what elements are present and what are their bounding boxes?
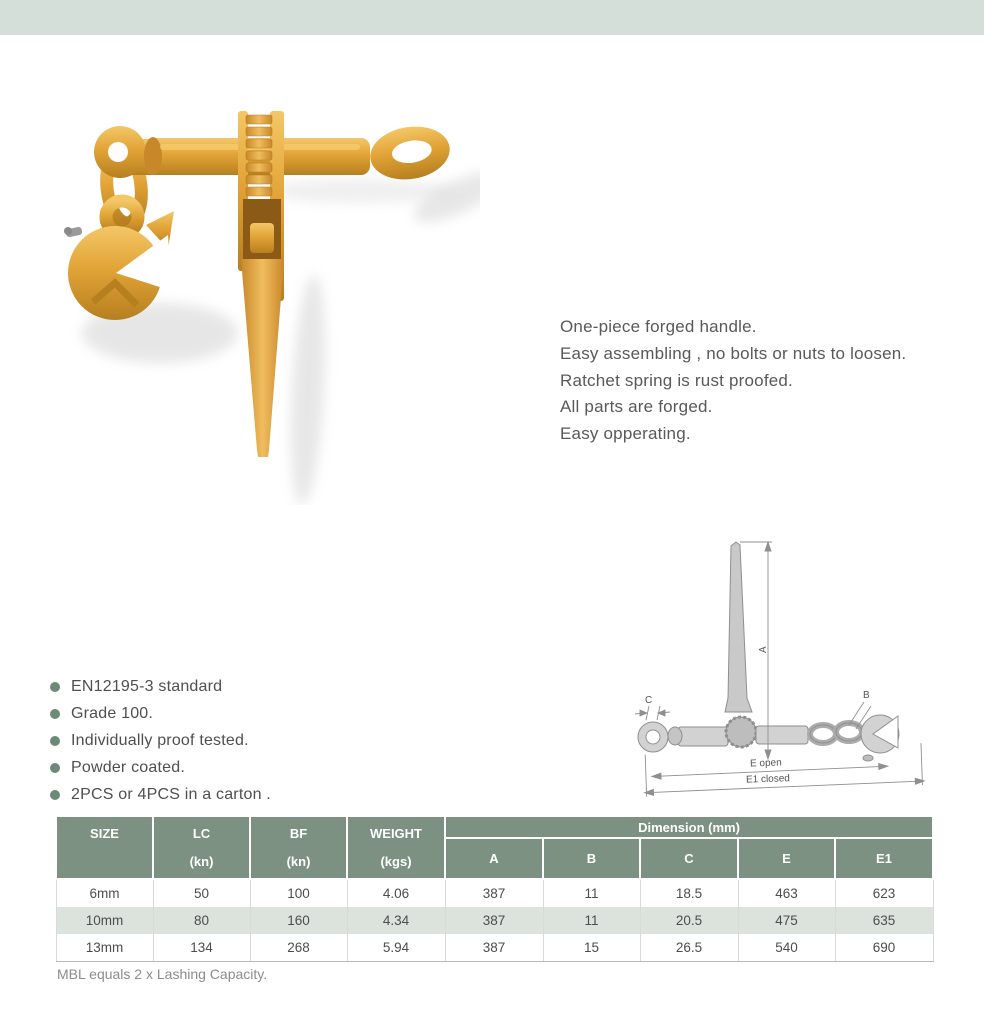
col-header-weight: WEIGHT (kgs) xyxy=(347,816,445,879)
cell-dim-e: 475 xyxy=(738,907,835,934)
dim-label-e-open: E open xyxy=(749,757,782,770)
feature-text: 2PCS or 4PCS in a carton . xyxy=(71,785,271,803)
col-header-size: SIZE xyxy=(56,816,153,879)
product-description xyxy=(560,314,960,448)
description-line: Easy assembling , no bolts or nuts to loosen. xyxy=(560,343,907,363)
product-photo-ratchet-load-binder xyxy=(60,95,480,505)
col-header-dim-c: C xyxy=(640,838,738,879)
description-line: Ratchet spring is rust proofed. xyxy=(560,370,793,390)
cell-lc: 50 xyxy=(153,879,250,907)
feature-text: Powder coated. xyxy=(71,758,185,776)
col-header-dim-a: A xyxy=(445,838,543,879)
handle xyxy=(241,259,284,457)
dim-label-b: B xyxy=(863,690,870,701)
drawing-handle xyxy=(725,542,752,712)
bullet-dot-icon xyxy=(50,763,60,773)
cell-dim-b: 11 xyxy=(543,907,640,934)
cell-dim-a: 387 xyxy=(445,934,543,962)
cell-lc: 80 xyxy=(153,907,250,934)
description-line: One-piece forged handle. xyxy=(560,317,757,336)
dim-label-c: C xyxy=(645,695,653,706)
eye-end xyxy=(366,121,453,185)
cell-lc: 134 xyxy=(153,934,250,962)
feature-item xyxy=(50,781,380,808)
bullet-dot-icon xyxy=(50,790,60,800)
cell-weight: 4.34 xyxy=(347,907,445,934)
col-group-dimension: Dimension (mm) xyxy=(445,816,933,838)
table-row xyxy=(56,879,933,907)
col-header-dim-b: B xyxy=(543,838,640,879)
col-header-bf: BF (kn) xyxy=(250,816,347,879)
col-header-dim-e: E xyxy=(738,838,835,879)
feature-text: Grade 100. xyxy=(71,705,154,723)
bullet-dot-icon xyxy=(50,736,60,746)
cell-dim-a: 387 xyxy=(445,879,543,907)
description-line: Easy opperating. xyxy=(560,424,691,444)
cell-weight: 5.94 xyxy=(347,934,445,962)
description-line: All parts are forged. xyxy=(560,397,713,417)
cell-dim-c: 20.5 xyxy=(640,907,738,934)
cell-dim-e: 463 xyxy=(738,879,835,907)
cell-size: 6mm xyxy=(56,879,153,907)
table-row xyxy=(56,907,933,934)
table-row xyxy=(56,934,933,962)
cell-dim-b: 15 xyxy=(543,934,640,962)
specification-table xyxy=(55,815,934,962)
cell-bf: 160 xyxy=(250,907,347,934)
cell-bf: 268 xyxy=(250,934,347,962)
col-header-dim-e1: E1 xyxy=(835,838,933,879)
cell-dim-e1: 635 xyxy=(835,907,933,934)
table-footnote: MBL equals 2 x Lashing Capacity. xyxy=(57,966,268,982)
drawing-barrel xyxy=(678,727,728,746)
cell-dim-c: 18.5 xyxy=(640,879,738,907)
bullet-dot-icon xyxy=(50,682,60,692)
col-header-lc: LC (kn) xyxy=(153,816,250,879)
cell-weight: 4.06 xyxy=(347,879,445,907)
cell-dim-e1: 623 xyxy=(835,879,933,907)
cell-dim-a: 387 xyxy=(445,907,543,934)
dim-label-a: A xyxy=(758,646,769,653)
cell-dim-e1: 690 xyxy=(835,934,933,962)
feature-item xyxy=(50,728,380,755)
bullet-dot-icon xyxy=(50,709,60,719)
feature-item xyxy=(50,701,380,728)
cell-dim-b: 11 xyxy=(543,879,640,907)
cell-size: 10mm xyxy=(56,907,153,934)
dim-label-e1-closed: E1 closed xyxy=(745,773,791,786)
drawing-hook xyxy=(861,715,899,761)
feature-item xyxy=(50,754,380,781)
cell-bf: 100 xyxy=(250,879,347,907)
feature-text: EN12195-3 standard xyxy=(71,678,223,696)
feature-item xyxy=(50,674,380,701)
cell-size: 13mm xyxy=(56,934,153,962)
feature-list xyxy=(50,674,380,808)
top-color-band xyxy=(0,0,984,35)
feature-text: Individually proof tested. xyxy=(71,731,249,749)
technical-dimension-drawing xyxy=(630,520,984,810)
cell-dim-c: 26.5 xyxy=(640,934,738,962)
cell-dim-e: 540 xyxy=(738,934,835,962)
